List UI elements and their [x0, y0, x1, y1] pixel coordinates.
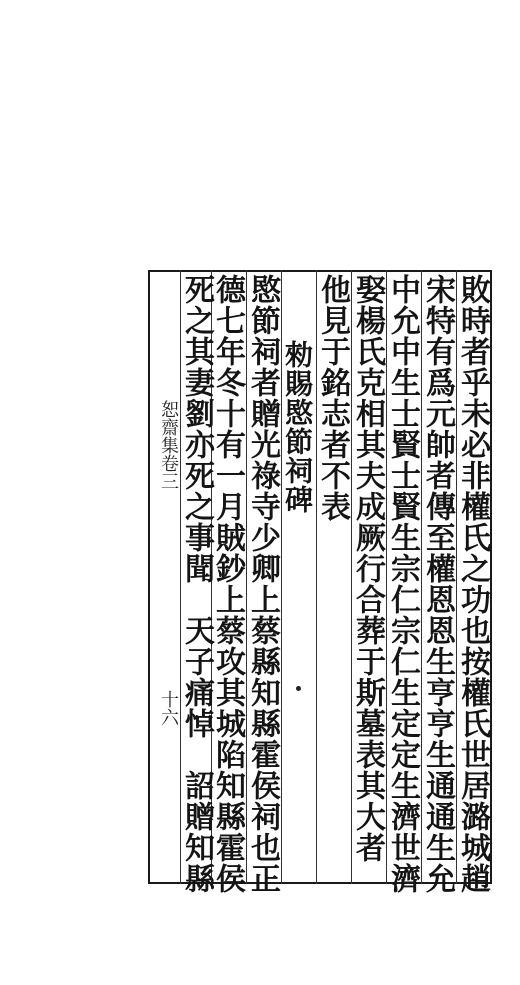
text-column-4: 娶楊氏克相其夫成厥行合葬于斯墓表其大者	[350, 274, 385, 863]
text-column-1: 敗時者乎未必非權氏之功也按權氏世居潞城趙	[455, 274, 490, 894]
text-column-2: 宋特有爲元帥者傳至權恩恩生亨亨生通通生允	[420, 274, 455, 894]
text-column-8: 德七年冬十有一月賊鈔上蔡攻其城陷知縣霍侯	[210, 274, 245, 894]
text-column-9: 死之其妻劉亦死之事聞 天子痛悼 詔贈知縣	[179, 274, 214, 894]
text-column-5: 他見于銘志者不表	[315, 274, 350, 522]
section-heading: 勑賜愍節祠碑	[281, 340, 314, 514]
book-title-margin: 恕齋集卷三	[158, 400, 179, 490]
folio-number: 十六	[158, 690, 179, 726]
text-column-3: 中允中生士賢士賢生宗仁宗仁生定定生濟世濟	[385, 274, 420, 894]
text-column-7: 愍節祠者贈光祿寺少卿上蔡縣知縣霍侯祠也正	[245, 274, 280, 894]
ink-dot	[296, 686, 301, 691]
